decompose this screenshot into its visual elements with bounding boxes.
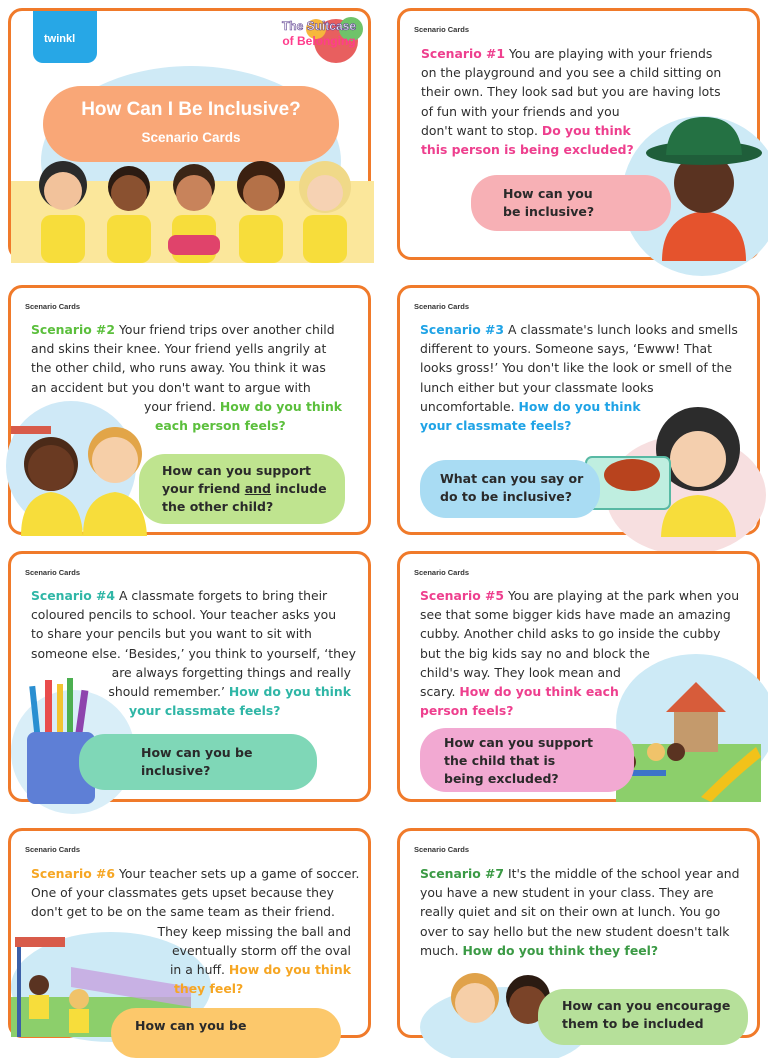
story-line: their own. They look sad but you are having lots <box>421 84 721 100</box>
question-text: Do you think <box>541 122 631 138</box>
card-tag: Scenario Cards <box>25 568 81 577</box>
story-line: lunch either but your classmate looks <box>420 379 654 395</box>
scenario-label: Scenario #2 <box>31 322 116 337</box>
logo-text: twinkl <box>44 33 76 45</box>
card-tag: Scenario Cards <box>25 845 81 854</box>
page-subtitle: Scenario Cards <box>141 130 241 145</box>
scenario-card-6 <box>8 828 371 1038</box>
prompt-line: be inclusive? <box>503 204 595 219</box>
story-line: someone else. ‘Besides,’ you think to yourself, ‘they <box>31 645 356 661</box>
scenario-text <box>31 320 351 435</box>
story-line: over to say hello but the new student doesn't talk <box>420 923 730 939</box>
title-pill <box>43 86 339 162</box>
scenario-label: Scenario #7 <box>420 866 505 881</box>
question-text: How do you think <box>219 398 343 414</box>
story-line: scary. <box>420 684 460 700</box>
story-line: You are playing at the park when you <box>504 588 740 603</box>
prompt-line: How can you be <box>141 745 253 760</box>
story-line: A classmate forgets to bring their <box>115 588 328 603</box>
scenario-card-2 <box>8 285 371 535</box>
story-line: uncomfortable. <box>420 398 519 414</box>
prompt-bubble <box>538 989 748 1045</box>
story-line: You are playing with your friends <box>505 46 713 61</box>
scenario-text <box>31 864 360 998</box>
story-line: child's way. They look mean and <box>420 664 621 680</box>
page-title: How Can I Be Inclusive? <box>81 99 301 120</box>
prompt-emphasis: and <box>244 481 272 496</box>
prompt-bubble <box>79 734 317 790</box>
story-line: of fun with your friends and you <box>421 103 620 119</box>
scenario-text <box>420 586 740 720</box>
question-text: How do you think <box>518 398 641 414</box>
story-line: cubby. Another child asks to go inside the cubby <box>420 626 721 642</box>
prompt-line: How can you encourage <box>562 998 731 1013</box>
scenario-card-5 <box>397 551 760 802</box>
scenario-label: Scenario #6 <box>31 866 116 881</box>
story-line: don't get to be on the same team as their friend. <box>31 904 335 920</box>
prompt-line: being excluded? <box>444 771 559 786</box>
question-text: they feel? <box>174 981 244 997</box>
story-line: the other child, who runs away. You think it was <box>31 360 326 376</box>
card-tag: Scenario Cards <box>414 568 470 577</box>
prompt-line: How can you be <box>135 1018 247 1033</box>
series-line-2: of Belonging <box>282 34 356 48</box>
story-line: different to yours. Someone says, ‘Ewww! That <box>420 341 712 357</box>
story-line: in a huff. <box>169 962 229 978</box>
story-line: eventually storm off the oval <box>172 942 351 958</box>
title-card <box>8 8 371 260</box>
story-line: but the big kids say no and block the <box>420 645 650 661</box>
scenario-label: Scenario #4 <box>31 588 116 603</box>
story-line: Your friend trips over another child <box>115 322 335 337</box>
twinkl-logo <box>33 11 97 63</box>
story-line: don't want to stop. <box>421 122 542 138</box>
prompt-line: do to be inclusive? <box>440 489 572 504</box>
scenario-label: Scenario #5 <box>420 588 505 603</box>
prompt-bubble <box>420 460 600 518</box>
prompt-line: them to be included <box>562 1016 704 1031</box>
story-line: see that some bigger kids have made an amazing <box>420 607 731 623</box>
prompt-line: the other child? <box>162 499 274 514</box>
story-line: looks gross!’ You don't like the look or smell of the <box>420 360 732 376</box>
card-tag: Scenario Cards <box>414 25 470 34</box>
story-line: your friend. <box>144 398 220 414</box>
card-tag: Scenario Cards <box>25 302 81 311</box>
prompt-line: How can you support <box>162 463 311 478</box>
prompt-line: your friend <box>162 481 245 496</box>
story-line: coloured pencils to school. Your teacher asks you <box>31 607 337 623</box>
question-text: each person feels? <box>155 418 286 434</box>
prompt-line: include <box>271 481 327 496</box>
story-line: A classmate's lunch looks and smells <box>504 322 738 337</box>
series-line-1: The Suitcase <box>281 19 356 33</box>
scenario-text <box>420 864 740 960</box>
question-text: How do you think <box>228 962 351 978</box>
prompt-bubble <box>111 1008 341 1058</box>
story-line: an accident but you don't want to argue with <box>31 379 311 395</box>
scenario-card-1 <box>397 8 760 260</box>
prompt-line: the child that is <box>444 753 556 768</box>
story-line: They keep missing the ball and <box>157 923 351 939</box>
scenario-text <box>31 586 356 720</box>
scenario-card-7 <box>397 828 760 1038</box>
question-text: your classmate feels? <box>129 703 281 719</box>
story-line: much. <box>420 942 463 958</box>
question-text: your classmate feels? <box>420 418 572 434</box>
story-line: It's the middle of the school year and <box>504 866 740 881</box>
question-text: this person is being excluded? <box>421 142 634 158</box>
prompt-line: How can you support <box>444 735 593 750</box>
prompt-line: How can you <box>503 186 593 201</box>
scenario-card-4 <box>8 551 371 802</box>
scenario-text <box>420 320 740 435</box>
prompt-line: inclusive? <box>141 763 211 778</box>
prompt-bubble <box>420 728 634 792</box>
prompt-line: What can you say or <box>440 471 584 486</box>
prompt-bubble <box>139 454 345 524</box>
story-line: One of your classmates gets upset because they <box>31 885 334 901</box>
scenario-label: Scenario #3 <box>420 322 505 337</box>
question-text: How do you think <box>228 684 351 700</box>
scenario-text <box>421 44 741 159</box>
question-text: person feels? <box>420 703 514 719</box>
prompt-bubble <box>471 175 671 231</box>
story-line: should remember.’ <box>108 684 229 700</box>
story-line: and skins their knee. Your friend yells angrily at <box>31 341 327 357</box>
story-line: are always forgetting things and really <box>111 664 351 680</box>
card-tag: Scenario Cards <box>414 845 470 854</box>
series-logo <box>282 19 356 49</box>
scenario-card-3 <box>397 285 760 535</box>
card-tag: Scenario Cards <box>414 302 470 311</box>
story-line: on the playground and you see a child sitting on <box>421 65 722 81</box>
question-text: How do you think each <box>459 684 619 700</box>
story-line: really quiet and sit on their own at lunch. You go <box>420 904 721 920</box>
story-line: to share your pencils but you want to sit with <box>31 626 312 642</box>
scenario-label: Scenario #1 <box>421 46 506 61</box>
question-text: How do you think they feel? <box>462 942 659 958</box>
children-illustration <box>11 153 374 263</box>
story-line: you have a new student in your class. They are <box>420 885 714 901</box>
story-line: Your teacher sets up a game of soccer. <box>115 866 360 881</box>
